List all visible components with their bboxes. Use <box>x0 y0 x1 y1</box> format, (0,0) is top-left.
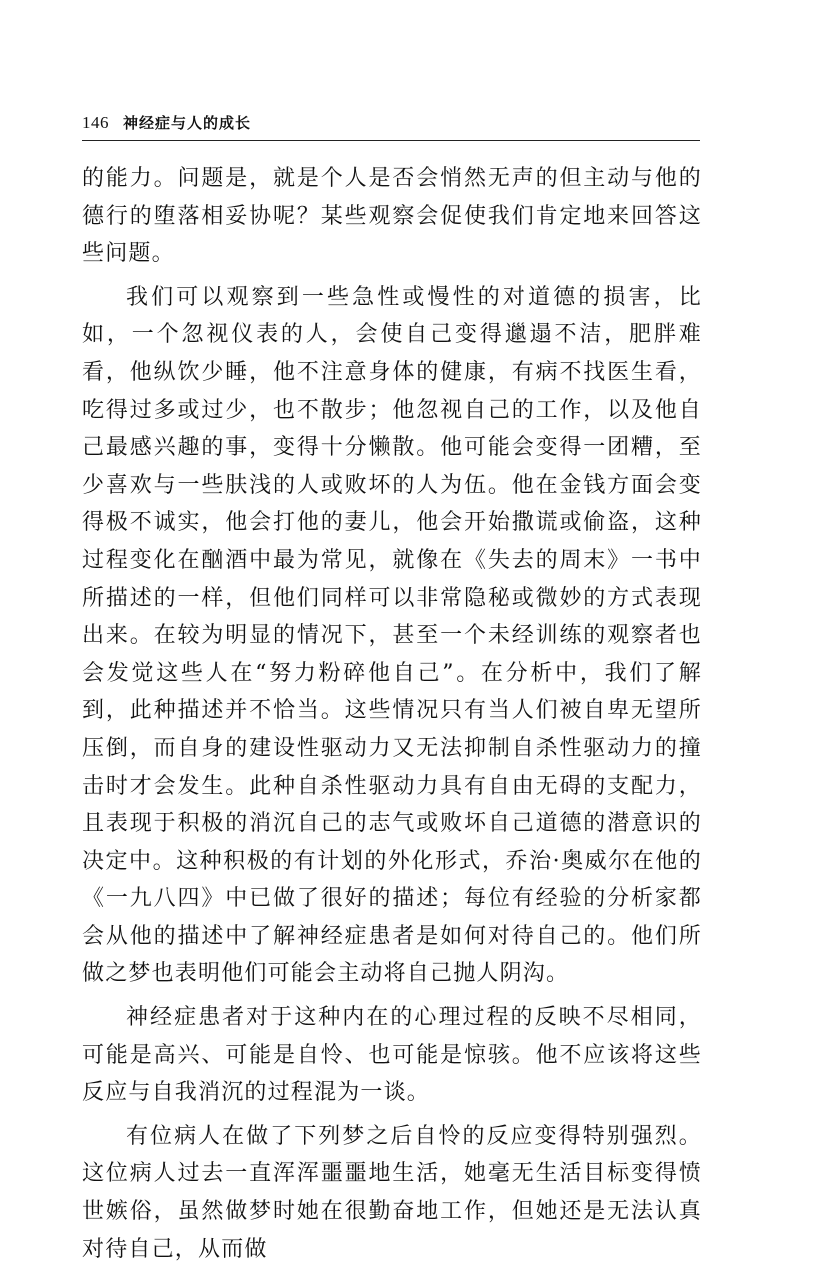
paragraph-continued: 的能力。问题是，就是个人是否会悄然无声的但主动与他的德行的堕落相妥协呢？某些观察会促使我们肯定地来回答这些问题。 <box>82 166 702 267</box>
body-text <box>82 160 702 1268</box>
page-number: 146 <box>82 113 109 132</box>
paragraph-patient-dream: 有位病人在做了下列梦之后自怜的反应变得特别强烈。这位病人过去一直浑浑噩噩地生活，她毫无生活目标变得愤世嫉俗，虽然做梦时她在很勤奋地工作，但她还是无法认真对待自己，从而做 <box>82 1123 702 1262</box>
header-rule <box>82 140 700 141</box>
page-header <box>82 112 702 138</box>
paragraph-moral-damage: 我们可以观察到一些急性或慢性的对道德的损害，比如，一个忽视仪表的人，会使自己变得邋遢不洁，肥胖难看，他纵饮少睡，他不注意身体的健康，有病不找医生看，吃得过多或过少，也不散步；他忽视自己的工作，以及他自己最感兴趣的事，变得十分懒散。他可能会变得一团糟，至少喜欢与一些肤浅的人或败坏的人为伍。他在金钱方面会变得极不诚实，他会打他的妻儿，他会开始撒谎或偷盗，这种过程变化在酗酒中最为常见，就像在《失去的周末》一书中所描述的一样，但他们同样可以非常隐秘或微妙的方式表现出来。在较为明显的情况下，甚至一个未经训练的观察者也会发觉这些人在“努力粉碎他自己”。在分析中，我们了解到，此种描述并不恰当。这些情况只有当人们被自卑无望所压倒，而自身的建设性驱动力又无法抑制自杀性驱动力的撞击时才会发生。此种自杀性驱动力具有自由无碍的支配力，且表现于积极的消沉自己的志气或败坏自己道德的潜意识的决定中。这种积极的有计划的外化形式，乔治·奥威尔在他的《一九八四》中已做了很好的描述；每位有经验的分析家都会从他的描述中了解神经症患者是如何对待自己的。他们所做之梦也表明他们可能会主动将自己抛人阴沟。 <box>82 284 702 987</box>
running-title: 神经症与人的成长 <box>123 114 252 132</box>
paragraph-reactions: 神经症患者对于这种内在的心理过程的反映不尽相同，可能是高兴、可能是自怜、也可能是惊骇。他不应该将这些反应与自我消沉的过程混为一谈。 <box>82 1005 702 1106</box>
